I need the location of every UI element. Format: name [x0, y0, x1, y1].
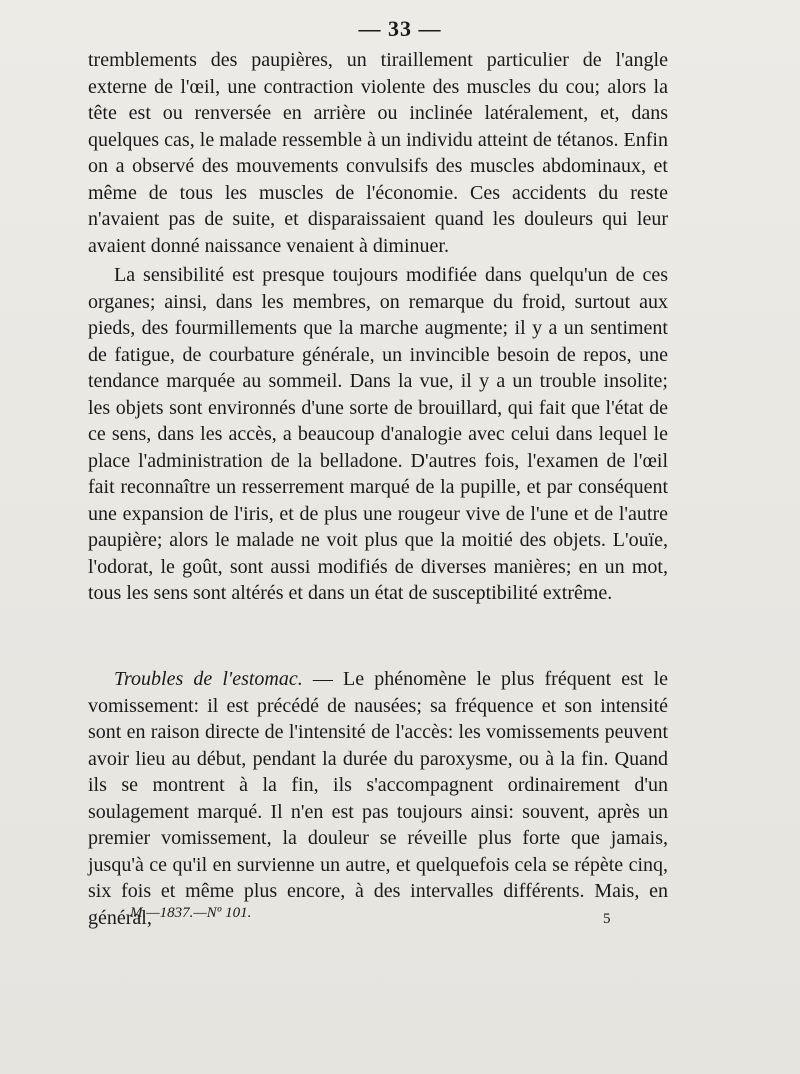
section-heading: Troubles de l'estomac.	[114, 668, 303, 690]
page-number: — 33 —	[358, 16, 442, 41]
footer-sheet-number: 5	[603, 911, 611, 927]
paragraph-continuation: tremblements des paupières, un tiraillement particulier de l'angle externe de l'œil, une contraction violente des muscles du cou; alors la tête est ou renversée en arrière ou inclinée latéralement, et, dans quelques cas, le malade ressemble à un individu atteint de tétanos. Enfin on a observé des mouvements convulsifs des muscles abdominaux, et même de tous les muscles de l'économie. Ces accidents du reste n'avaient pas de suite, et disparaissaient quand les douleurs qui leur avaient donné naissance venaient à diminuer.	[88, 49, 668, 257]
footer-signature-mark: M.—1837.—Nº 101.	[130, 905, 252, 921]
text-block-continuation	[88, 47, 668, 259]
text-block-stomach	[88, 666, 668, 931]
paragraph-sensibility: La sensibilité est presque toujours modifiée dans quelqu'un de ces organes; ainsi, dans les membres, on remarque du froid, surtout aux pieds, des fourmillements que la marche augmente; il y a un sentiment de fatigue, de courbature générale, un invincible besoin de repos, une tendance marquée au sommeil. Dans la vue, il y a un trouble insolite; les objets sont environnés d'une sorte de brouillard, qui fait que l'état de ce sens, dans les accès, a beaucoup d'analogie avec celui dans lequel le place l'administration de la belladone. D'autres fois, l'examen de l'œil fait reconnaître un resserrement marqué de la pupille, et par conséquent une expansion de l'iris, et de plus une rougeur vive de l'une et de l'autre paupière; alors le malade ne voit plus que la moitié des objets. L'ouïe, l'odorat, le goût, sont aussi modifiés de diverses manières; en un mot, tous les sens sont altérés et dans un état de susceptibilité extrême.	[88, 264, 668, 604]
paragraph-stomach	[88, 666, 668, 931]
paragraph-stomach-text: — Le phénomène le plus fréquent est le vomissement: il est précédé de nausées; sa fréquence et son intensité sont en raison directe de l'intensité de l'accès: les vomissements peuvent avoir lieu au début, pendant la durée du paroxysme, ou à la fin. Quand ils se montrent à la fin, ils s'accompagnent ordinairement d'un soulagement marqué. Il n'en est pas toujours ainsi: souvent, après un premier vomissement, la douleur se réveille plus forte que jamais, jusqu'à ce qu'il en survienne un autre, et quelquefois cela se répète cinq, six fois et même plus encore, à des intervalles différents. Mais, en général,	[88, 668, 669, 929]
text-block-sensibility	[88, 262, 668, 607]
